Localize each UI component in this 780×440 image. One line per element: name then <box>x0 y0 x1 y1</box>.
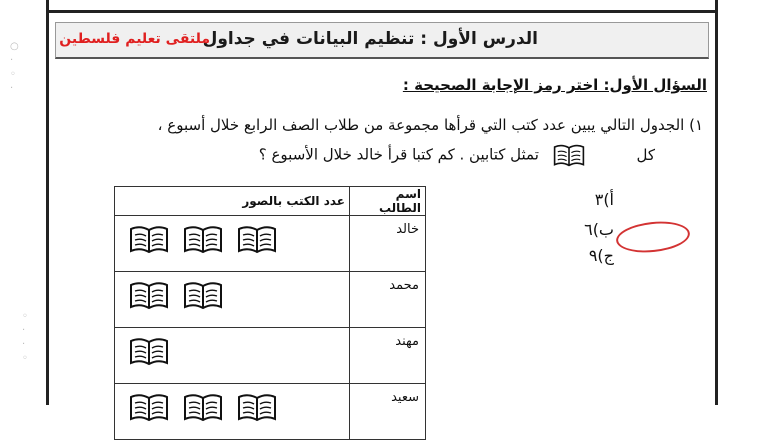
key-suffix: تمثل كتابين . كم كتبا قرأ خالد خلال الأسبوع ؟ <box>258 145 539 164</box>
student-name: محمد <box>350 272 426 328</box>
margin-marks-lower: ◦ · · ◦ <box>22 311 28 364</box>
question-heading: السؤال الأول: اختر رمز الإجابة الصحيحة : <box>402 76 707 94</box>
book-icon <box>183 392 223 422</box>
table-header-row <box>115 187 426 216</box>
book-icon <box>552 143 586 167</box>
book-icon <box>237 224 277 254</box>
brand-label: ملتقى تعليم فلسطين <box>59 31 210 47</box>
header-books: عدد الكتب بالصور <box>115 187 350 216</box>
pictograph-table <box>114 186 426 440</box>
answer-circle-mark <box>615 218 692 256</box>
worksheet <box>46 0 718 405</box>
book-icon <box>183 224 223 254</box>
lesson-title: الدرس الأول : تنظيم البيانات في جداول <box>202 29 538 49</box>
answer-option[interactable]: ج)٩ <box>588 246 614 265</box>
table-row <box>115 272 426 328</box>
answer-option[interactable]: ب)٦ <box>584 220 614 239</box>
table-body <box>115 216 426 440</box>
margin-marks: ○ · ◦ · <box>10 41 19 94</box>
book-icon <box>129 336 169 366</box>
table-row <box>115 216 426 272</box>
book-pictures <box>115 272 350 328</box>
student-name: سعيد <box>350 384 426 440</box>
student-name: خالد <box>350 216 426 272</box>
table-row <box>115 328 426 384</box>
key-prefix: كل <box>636 145 655 164</box>
book-icon <box>183 280 223 310</box>
top-rule <box>49 0 715 13</box>
book-icon <box>129 224 169 254</box>
book-icon <box>237 392 277 422</box>
book-pictures <box>115 384 350 440</box>
student-name: مهند <box>350 328 426 384</box>
question-text-line2 <box>259 143 655 167</box>
book-icon <box>129 392 169 422</box>
book-pictures <box>115 216 350 272</box>
header-bar <box>55 22 709 59</box>
answer-option[interactable]: أ)٣ <box>594 190 614 209</box>
book-icon <box>129 280 169 310</box>
table-row <box>115 384 426 440</box>
header-student-name: اسم الطالب <box>350 187 426 216</box>
book-pictures <box>115 328 350 384</box>
question-text-line1: ١) الجدول التالي يبين عدد كتب التي قرأها مجموعة من طلاب الصف الرابع خلال أسبوع ، <box>157 116 703 134</box>
